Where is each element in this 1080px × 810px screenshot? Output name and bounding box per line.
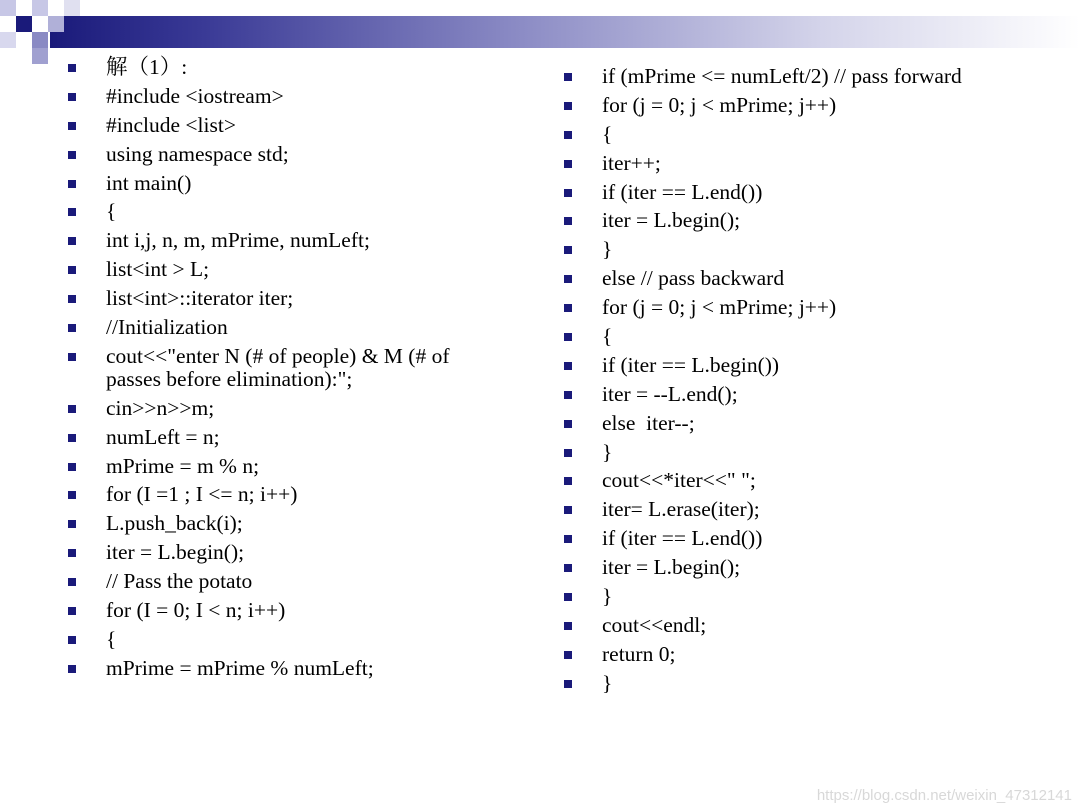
square-bullet-icon — [68, 463, 76, 471]
code-line — [560, 152, 1030, 175]
code-line — [560, 123, 1030, 146]
code-line-text: return 0; — [602, 641, 676, 666]
code-line — [64, 541, 504, 564]
code-line — [64, 258, 504, 281]
code-line-text: { — [602, 324, 613, 349]
code-line-text: list<int>::iterator iter; — [106, 286, 294, 311]
code-line — [64, 345, 504, 391]
code-line — [64, 200, 504, 223]
code-line-text: iter = L.begin(); — [106, 540, 245, 565]
square-bullet-icon — [564, 391, 572, 399]
code-line — [64, 143, 504, 166]
square-bullet-icon — [68, 434, 76, 442]
code-line — [560, 354, 1030, 377]
square-bullet-icon — [68, 237, 76, 245]
square-bullet-icon — [564, 651, 572, 659]
square-bullet-icon — [68, 405, 76, 413]
left-code-column — [64, 56, 504, 686]
code-line-text: } — [602, 439, 613, 464]
code-line — [560, 94, 1030, 117]
right-code-column — [560, 65, 1030, 701]
code-line — [64, 570, 504, 593]
code-line-text: cout<<*iter<<" "; — [602, 468, 756, 493]
code-line — [64, 657, 504, 680]
square-bullet-icon — [68, 151, 76, 159]
header-squares-decoration — [0, 0, 80, 64]
code-line — [560, 441, 1030, 464]
decor-square — [0, 0, 16, 16]
square-bullet-icon — [68, 208, 76, 216]
code-line — [560, 585, 1030, 608]
code-line-text: for (j = 0; j < mPrime; j++) — [602, 92, 837, 117]
square-bullet-icon — [564, 506, 572, 514]
code-line — [64, 229, 504, 252]
decor-square — [32, 48, 48, 64]
square-bullet-icon — [564, 73, 572, 81]
code-line-text: else iter--; — [602, 410, 695, 435]
decor-square — [32, 32, 48, 48]
header-gradient-bar — [50, 16, 1080, 48]
code-line-text: for (j = 0; j < mPrime; j++) — [602, 295, 837, 320]
square-bullet-icon — [564, 275, 572, 283]
code-line — [560, 469, 1030, 492]
square-bullet-icon — [68, 324, 76, 332]
decor-square — [16, 16, 32, 32]
square-bullet-icon — [564, 246, 572, 254]
square-bullet-icon — [68, 93, 76, 101]
code-line-text: if (mPrime <= numLeft/2) // pass forward — [602, 64, 962, 88]
square-bullet-icon — [564, 680, 572, 688]
code-line — [64, 426, 504, 449]
code-line — [560, 209, 1030, 232]
code-line — [560, 296, 1030, 319]
code-line — [64, 483, 504, 506]
code-line — [64, 512, 504, 535]
code-line-text: cout<<"enter N (# of people) & M (# of passes before elimination):"; — [106, 343, 455, 391]
square-bullet-icon — [68, 578, 76, 586]
square-bullet-icon — [68, 491, 76, 499]
square-bullet-icon — [564, 535, 572, 543]
code-line — [64, 287, 504, 310]
code-line — [560, 527, 1030, 550]
code-line-text: mPrime = m % n; — [106, 453, 260, 478]
code-line-text: L.push_back(i); — [106, 511, 243, 536]
code-line-text: } — [602, 237, 613, 262]
square-bullet-icon — [564, 622, 572, 630]
square-bullet-icon — [68, 549, 76, 557]
code-line-text: if (iter == L.begin()) — [602, 352, 780, 377]
code-line — [64, 85, 504, 108]
code-line — [64, 56, 504, 79]
code-line — [64, 628, 504, 651]
square-bullet-icon — [68, 636, 76, 644]
square-bullet-icon — [564, 160, 572, 168]
square-bullet-icon — [564, 362, 572, 370]
code-line-text: using namespace std; — [106, 141, 289, 166]
code-line-text: cin>>n>>m; — [106, 395, 215, 420]
square-bullet-icon — [564, 189, 572, 197]
code-line-text: cout<<endl; — [602, 612, 707, 637]
square-bullet-icon — [564, 217, 572, 225]
code-line-text: iter = L.begin(); — [602, 208, 741, 233]
code-line-text: else // pass backward — [602, 266, 785, 291]
square-bullet-icon — [68, 64, 76, 72]
code-line — [64, 455, 504, 478]
square-bullet-icon — [564, 304, 572, 312]
watermark-url: https://blog.csdn.net/weixin_47312141 — [816, 787, 1072, 804]
square-bullet-icon — [68, 122, 76, 130]
square-bullet-icon — [68, 295, 76, 303]
code-line-text: #include <list> — [106, 112, 236, 137]
code-line-text: iter = --L.end(); — [602, 381, 738, 406]
square-bullet-icon — [564, 420, 572, 428]
code-line-text: if (iter == L.end()) — [602, 179, 763, 204]
code-line — [560, 267, 1030, 290]
code-line — [560, 614, 1030, 637]
code-line — [64, 397, 504, 420]
code-line — [560, 383, 1030, 406]
code-line — [560, 65, 1030, 88]
square-bullet-icon — [68, 665, 76, 673]
code-line — [560, 325, 1030, 348]
square-bullet-icon — [68, 353, 76, 361]
code-line-text: iter = L.begin(); — [602, 555, 741, 580]
code-line-text: 解（1）: — [106, 55, 188, 79]
code-line — [560, 181, 1030, 204]
decor-square — [48, 16, 64, 32]
code-line-text: list<int > L; — [106, 257, 210, 282]
square-bullet-icon — [564, 131, 572, 139]
code-line-text: { — [106, 626, 117, 651]
code-line — [560, 643, 1030, 666]
square-bullet-icon — [68, 520, 76, 528]
code-line — [560, 238, 1030, 261]
code-line-text: #include <iostream> — [106, 83, 284, 108]
code-line — [560, 672, 1030, 695]
square-bullet-icon — [564, 593, 572, 601]
code-line-text: mPrime = mPrime % numLeft; — [106, 655, 374, 680]
decor-square — [0, 32, 16, 48]
code-line-text: iter= L.erase(iter); — [602, 497, 760, 522]
code-line-text: } — [602, 670, 613, 695]
code-line-text: for (I =1 ; I <= n; i++) — [106, 482, 298, 507]
code-line-text: int main() — [106, 170, 192, 195]
code-line-text: iter++; — [602, 150, 661, 175]
code-line — [560, 498, 1030, 521]
code-line-text: int i,j, n, m, mPrime, numLeft; — [106, 228, 370, 253]
code-line — [560, 556, 1030, 579]
square-bullet-icon — [564, 564, 572, 572]
code-line-text: { — [602, 121, 613, 146]
decor-square — [64, 0, 80, 16]
code-line — [64, 316, 504, 339]
code-line — [64, 599, 504, 622]
code-line — [64, 172, 504, 195]
code-line-text: { — [106, 199, 117, 224]
square-bullet-icon — [68, 266, 76, 274]
square-bullet-icon — [564, 449, 572, 457]
code-line-text: for (I = 0; I < n; i++) — [106, 598, 286, 623]
code-line — [64, 114, 504, 137]
code-line-text: if (iter == L.end()) — [602, 526, 763, 551]
code-line-text: // Pass the potato — [106, 569, 253, 594]
code-line-text: //Initialization — [106, 315, 228, 340]
code-line-text: } — [602, 584, 613, 609]
square-bullet-icon — [564, 102, 572, 110]
code-line — [560, 412, 1030, 435]
square-bullet-icon — [68, 180, 76, 188]
square-bullet-icon — [68, 607, 76, 615]
square-bullet-icon — [564, 477, 572, 485]
code-line-text: numLeft = n; — [106, 424, 220, 449]
decor-square — [32, 0, 48, 16]
square-bullet-icon — [564, 333, 572, 341]
